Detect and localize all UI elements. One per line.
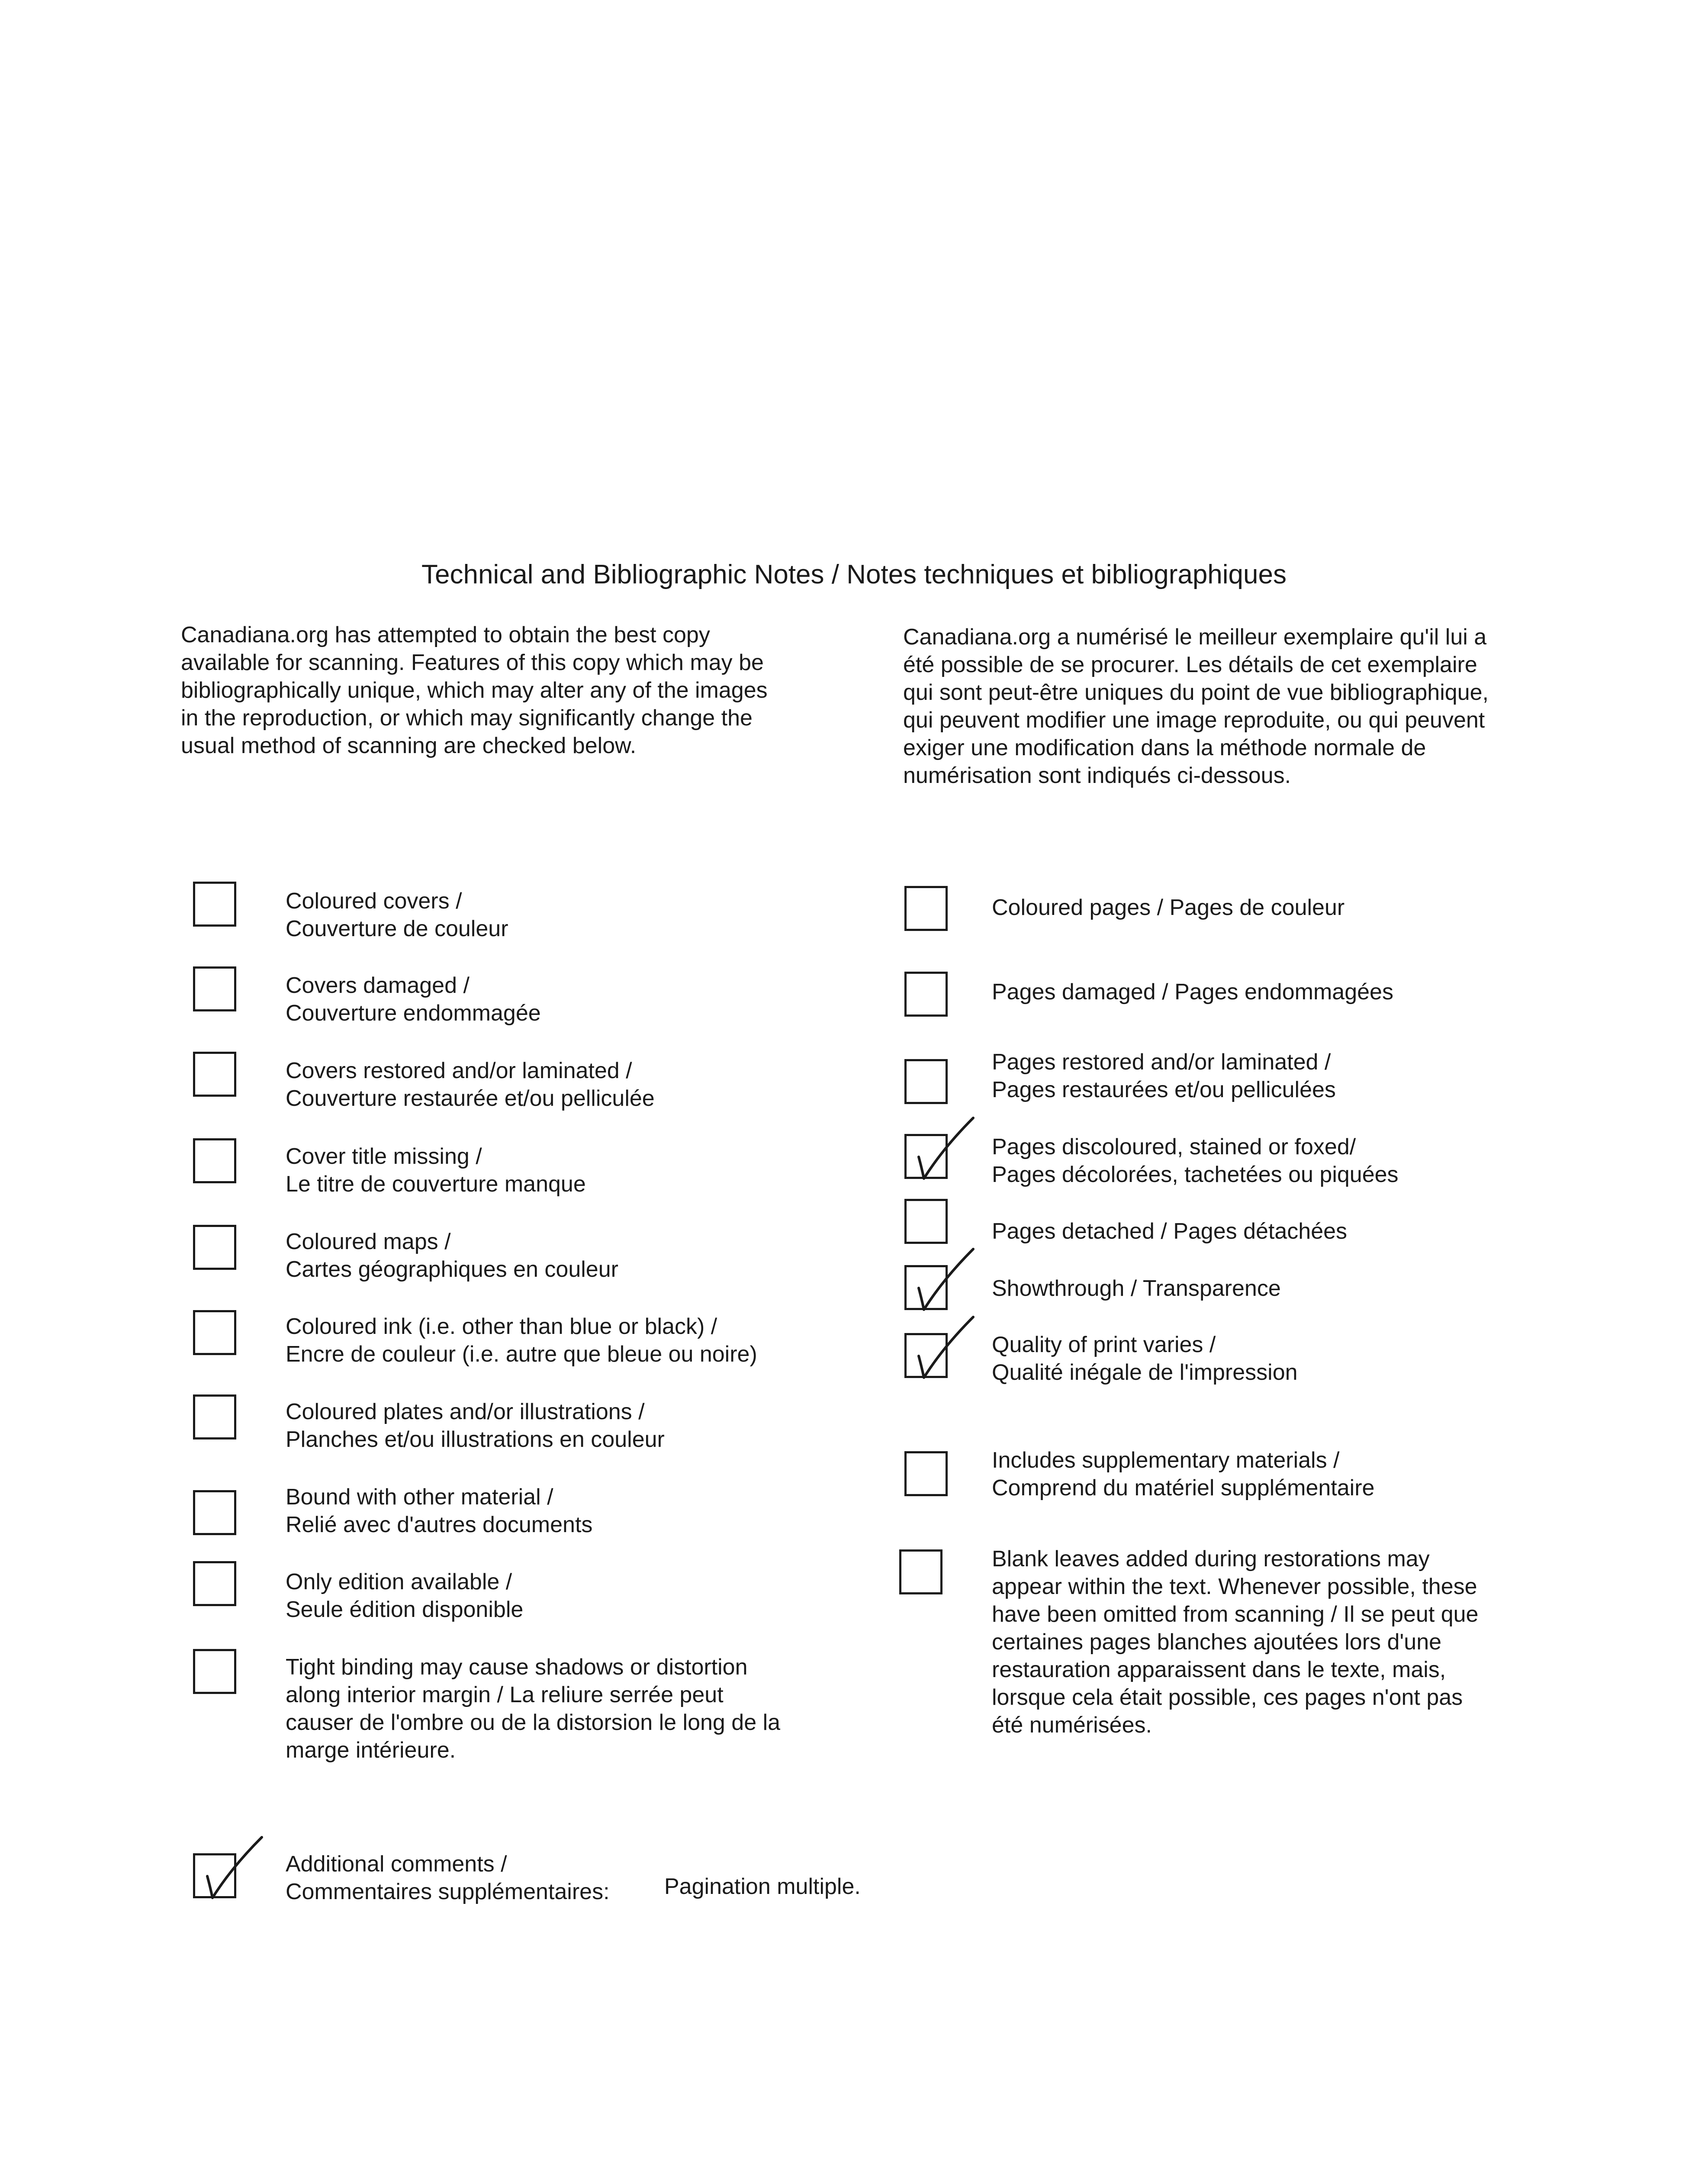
label-showthrough: Showthrough / Transparence: [992, 1276, 1281, 1301]
checkbox-showthrough[interactable]: [904, 1265, 948, 1310]
label-coloured-pages: Coloured pages / Pages de couleur: [992, 895, 1345, 920]
checkbox-coloured-ink[interactable]: [193, 1310, 236, 1355]
checkbox-coloured-plates[interactable]: [193, 1394, 236, 1439]
checkbox-pages-detached[interactable]: [904, 1199, 948, 1244]
label-coloured-maps: Coloured maps / Cartes géographiques en couleur: [286, 1229, 618, 1282]
label-additional-comments: Additional comments / Commentaires supplémentaires:: [286, 1852, 610, 1904]
check-mark-icon: [193, 1833, 270, 1902]
label-covers-restored: Covers restored and/or laminated / Couverture restaurée et/ou pelliculée: [286, 1058, 655, 1111]
checkbox-supplementary[interactable]: [904, 1451, 948, 1496]
checkbox-pages-discoloured[interactable]: [904, 1134, 948, 1179]
label-covers-damaged: Covers damaged / Couverture endommagée: [286, 973, 541, 1026]
label-blank-leaves: Blank leaves added during restorations may appear within the text. Whenever possible, these have been omitted from scanning / Il se peut que certaines pages blanches ajoutées lors d'une restauration apparaissent dans le texte, mais, lorsque cela était possible, ces pages n'ont pas été numérisées.: [992, 1546, 1479, 1738]
label-pages-damaged: Pages damaged / Pages endommagées: [992, 979, 1393, 1005]
label-bound-with-other: Bound with other material / Relié avec d'autres documents: [286, 1485, 593, 1537]
checkbox-bound-with-other[interactable]: [193, 1490, 236, 1535]
label-quality-print: Quality of print varies / Qualité inégale de l'impression: [992, 1332, 1298, 1385]
checkbox-additional-comments[interactable]: [193, 1853, 236, 1898]
checkbox-blank-leaves[interactable]: [899, 1549, 942, 1594]
label-coloured-plates: Coloured plates and/or illustrations / Planches et/ou illustrations en couleur: [286, 1399, 665, 1452]
intro-french: Canadiana.org a numérisé le meilleur exemplaire qu'il lui a été possible de se procurer. Les détails de cet exemplaire qui sont peut-être uniques du point de vue bibliographique, qui peuvent modifier une image reproduite, ou qui peuvent exiger une modification dans la méthode normale de numérisation sont indiqués ci-dessous.: [903, 625, 1489, 788]
label-pages-discoloured: Pages discoloured, stained or foxed/ Pages décolorées, tachetées ou piquées: [992, 1134, 1399, 1187]
label-pages-restored: Pages restored and/or laminated / Pages restaurées et/ou pelliculées: [992, 1050, 1336, 1102]
checkbox-coloured-maps[interactable]: [193, 1225, 236, 1270]
label-tight-binding: Tight binding may cause shadows or distortion along interior margin / La reliure serrée peut causer de l'ombre ou de la distorsion le long de la marge intérieure.: [286, 1655, 781, 1763]
checkbox-only-edition[interactable]: [193, 1561, 236, 1606]
label-cover-title-missing: Cover title missing / Le titre de couverture manque: [286, 1144, 586, 1197]
label-pages-detached: Pages detached / Pages détachées: [992, 1219, 1348, 1244]
checkbox-tight-binding[interactable]: [193, 1649, 236, 1694]
page-title: Technical and Bibliographic Notes / Notes techniques et bibliographiques: [421, 560, 1287, 589]
checkbox-covers-damaged[interactable]: [193, 966, 236, 1011]
check-mark-icon: [904, 1313, 982, 1382]
checkbox-cover-title-missing[interactable]: [193, 1138, 236, 1183]
checkbox-covers-restored[interactable]: [193, 1052, 236, 1097]
checkbox-pages-damaged[interactable]: [904, 972, 948, 1017]
label-coloured-ink: Coloured ink (i.e. other than blue or black) / Encre de couleur (i.e. autre que bleue ou noire): [286, 1314, 757, 1367]
check-mark-icon: [904, 1245, 982, 1314]
additional-comments-value: Pagination multiple.: [664, 1874, 861, 1899]
checkbox-quality-print[interactable]: [904, 1333, 948, 1378]
checkbox-coloured-covers[interactable]: [193, 882, 236, 927]
label-supplementary: Includes supplementary materials / Comprend du matériel supplémentaire: [992, 1448, 1375, 1501]
checkbox-coloured-pages[interactable]: [904, 886, 948, 931]
checkbox-pages-restored[interactable]: [904, 1059, 948, 1104]
check-mark-icon: [904, 1114, 982, 1183]
label-coloured-covers: Coloured covers / Couverture de couleur: [286, 889, 508, 941]
label-only-edition: Only edition available / Seule édition disponible: [286, 1569, 524, 1622]
intro-english: Canadiana.org has attempted to obtain the best copy available for scanning. Features of this copy which may be bibliographically unique, which may alter any of the images in the reproduction, or which may significantly change the usual method of scanning are checked below.: [181, 622, 768, 758]
